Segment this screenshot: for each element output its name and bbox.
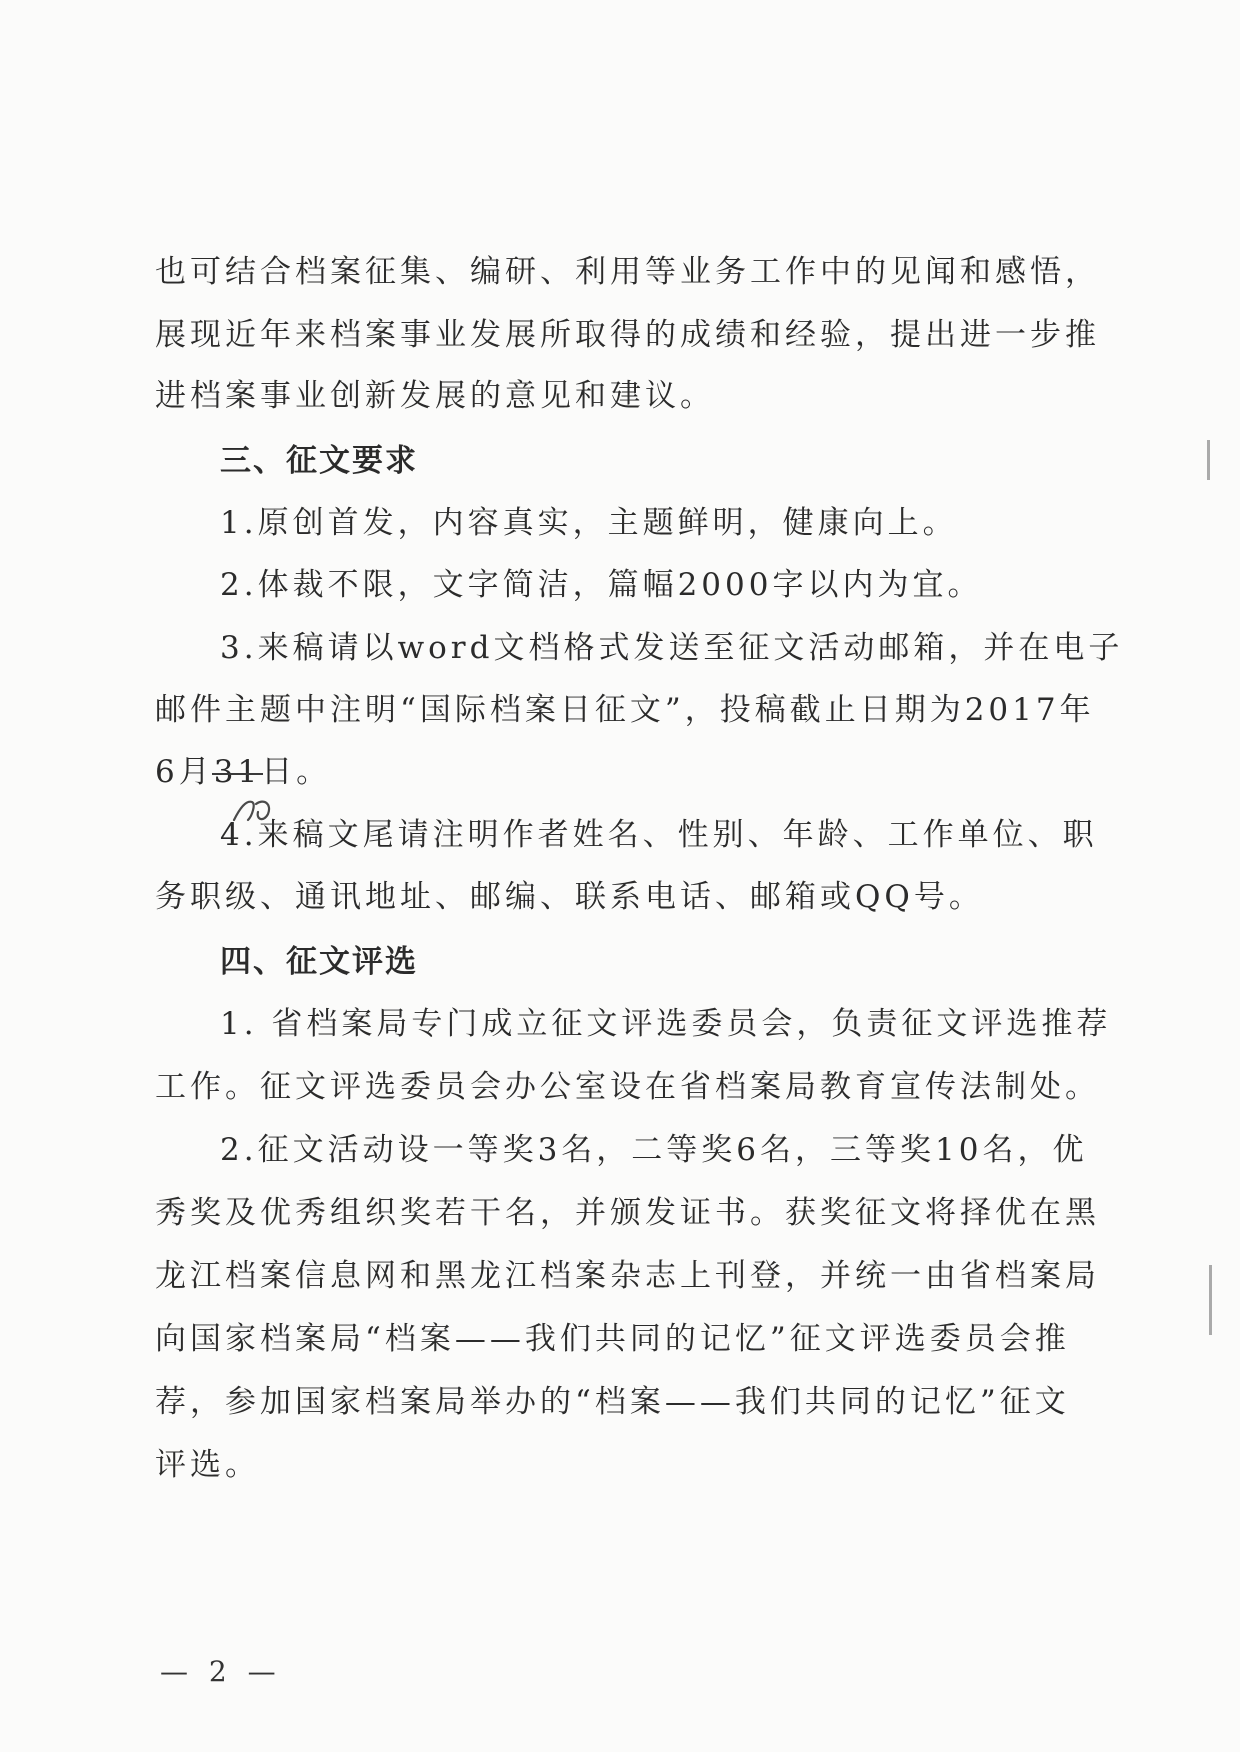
list-item-continuation: 秀奖及优秀组织奖若干名，并颁发证书。获奖征文将择优在黑 (155, 1195, 1100, 1231)
page-number: — 2 — (160, 1655, 282, 1688)
list-item-continuation (155, 752, 331, 792)
list-item-continuation: 龙江档案信息网和黑龙江档案杂志上刊登，并统一由省档案局 (155, 1258, 1100, 1294)
list-item-continuation: 务职级、通讯地址、邮编、联系电话、邮箱或QQ号。 (155, 879, 984, 915)
paragraph-line: 进档案事业创新发展的意见和建议。 (155, 378, 715, 414)
list-item-continuation: 工作。征文评选委员会办公室设在省档案局教育宣传法制处。 (155, 1069, 1100, 1105)
date-suffix: 日。 (261, 754, 332, 790)
paragraph-line: 也可结合档案征集、编研、利用等业务工作中的见闻和感悟， (155, 254, 1100, 290)
list-item-continuation: 向国家档案局“档案——我们共同的记忆”征文评选委员会推 (155, 1321, 1070, 1357)
list-item-continuation: 邮件主题中注明“国际档案日征文”，投稿截止日期为2017年 (155, 692, 1095, 728)
list-item-continuation: 评选。 (155, 1447, 260, 1483)
list-item: 2.征文活动设一等奖3名，二等奖6名，三等奖10名，优 (220, 1132, 1088, 1168)
paragraph-line: 展现近年来档案事业发展所取得的成绩和经验，提出进一步推 (155, 317, 1100, 353)
list-item: 2.体裁不限，文字简洁，篇幅2000字以内为宜。 (220, 567, 983, 603)
scan-artifact (1207, 440, 1210, 480)
section-heading: 三、征文要求 (220, 443, 418, 479)
struck-date: 31 (213, 754, 262, 790)
list-item: 3.来稿请以word文档格式发送至征文活动邮箱，并在电子 (220, 630, 1124, 666)
list-item-continuation: 荐，参加国家档案局举办的“档案——我们共同的记忆”征文 (155, 1384, 1070, 1420)
list-item: 1.原创首发，内容真实，主题鲜明，健康向上。 (220, 505, 958, 541)
list-item: 1. 省档案局专门成立征文评选委员会，负责征文评选推荐 (220, 1006, 1112, 1042)
scan-artifact (1209, 1265, 1212, 1335)
list-item: 4.来稿文尾请注明作者姓名、性别、年龄、工作单位、职 (220, 817, 1098, 853)
date-prefix: 6月 (155, 754, 214, 790)
section-heading: 四、征文评选 (220, 944, 418, 980)
